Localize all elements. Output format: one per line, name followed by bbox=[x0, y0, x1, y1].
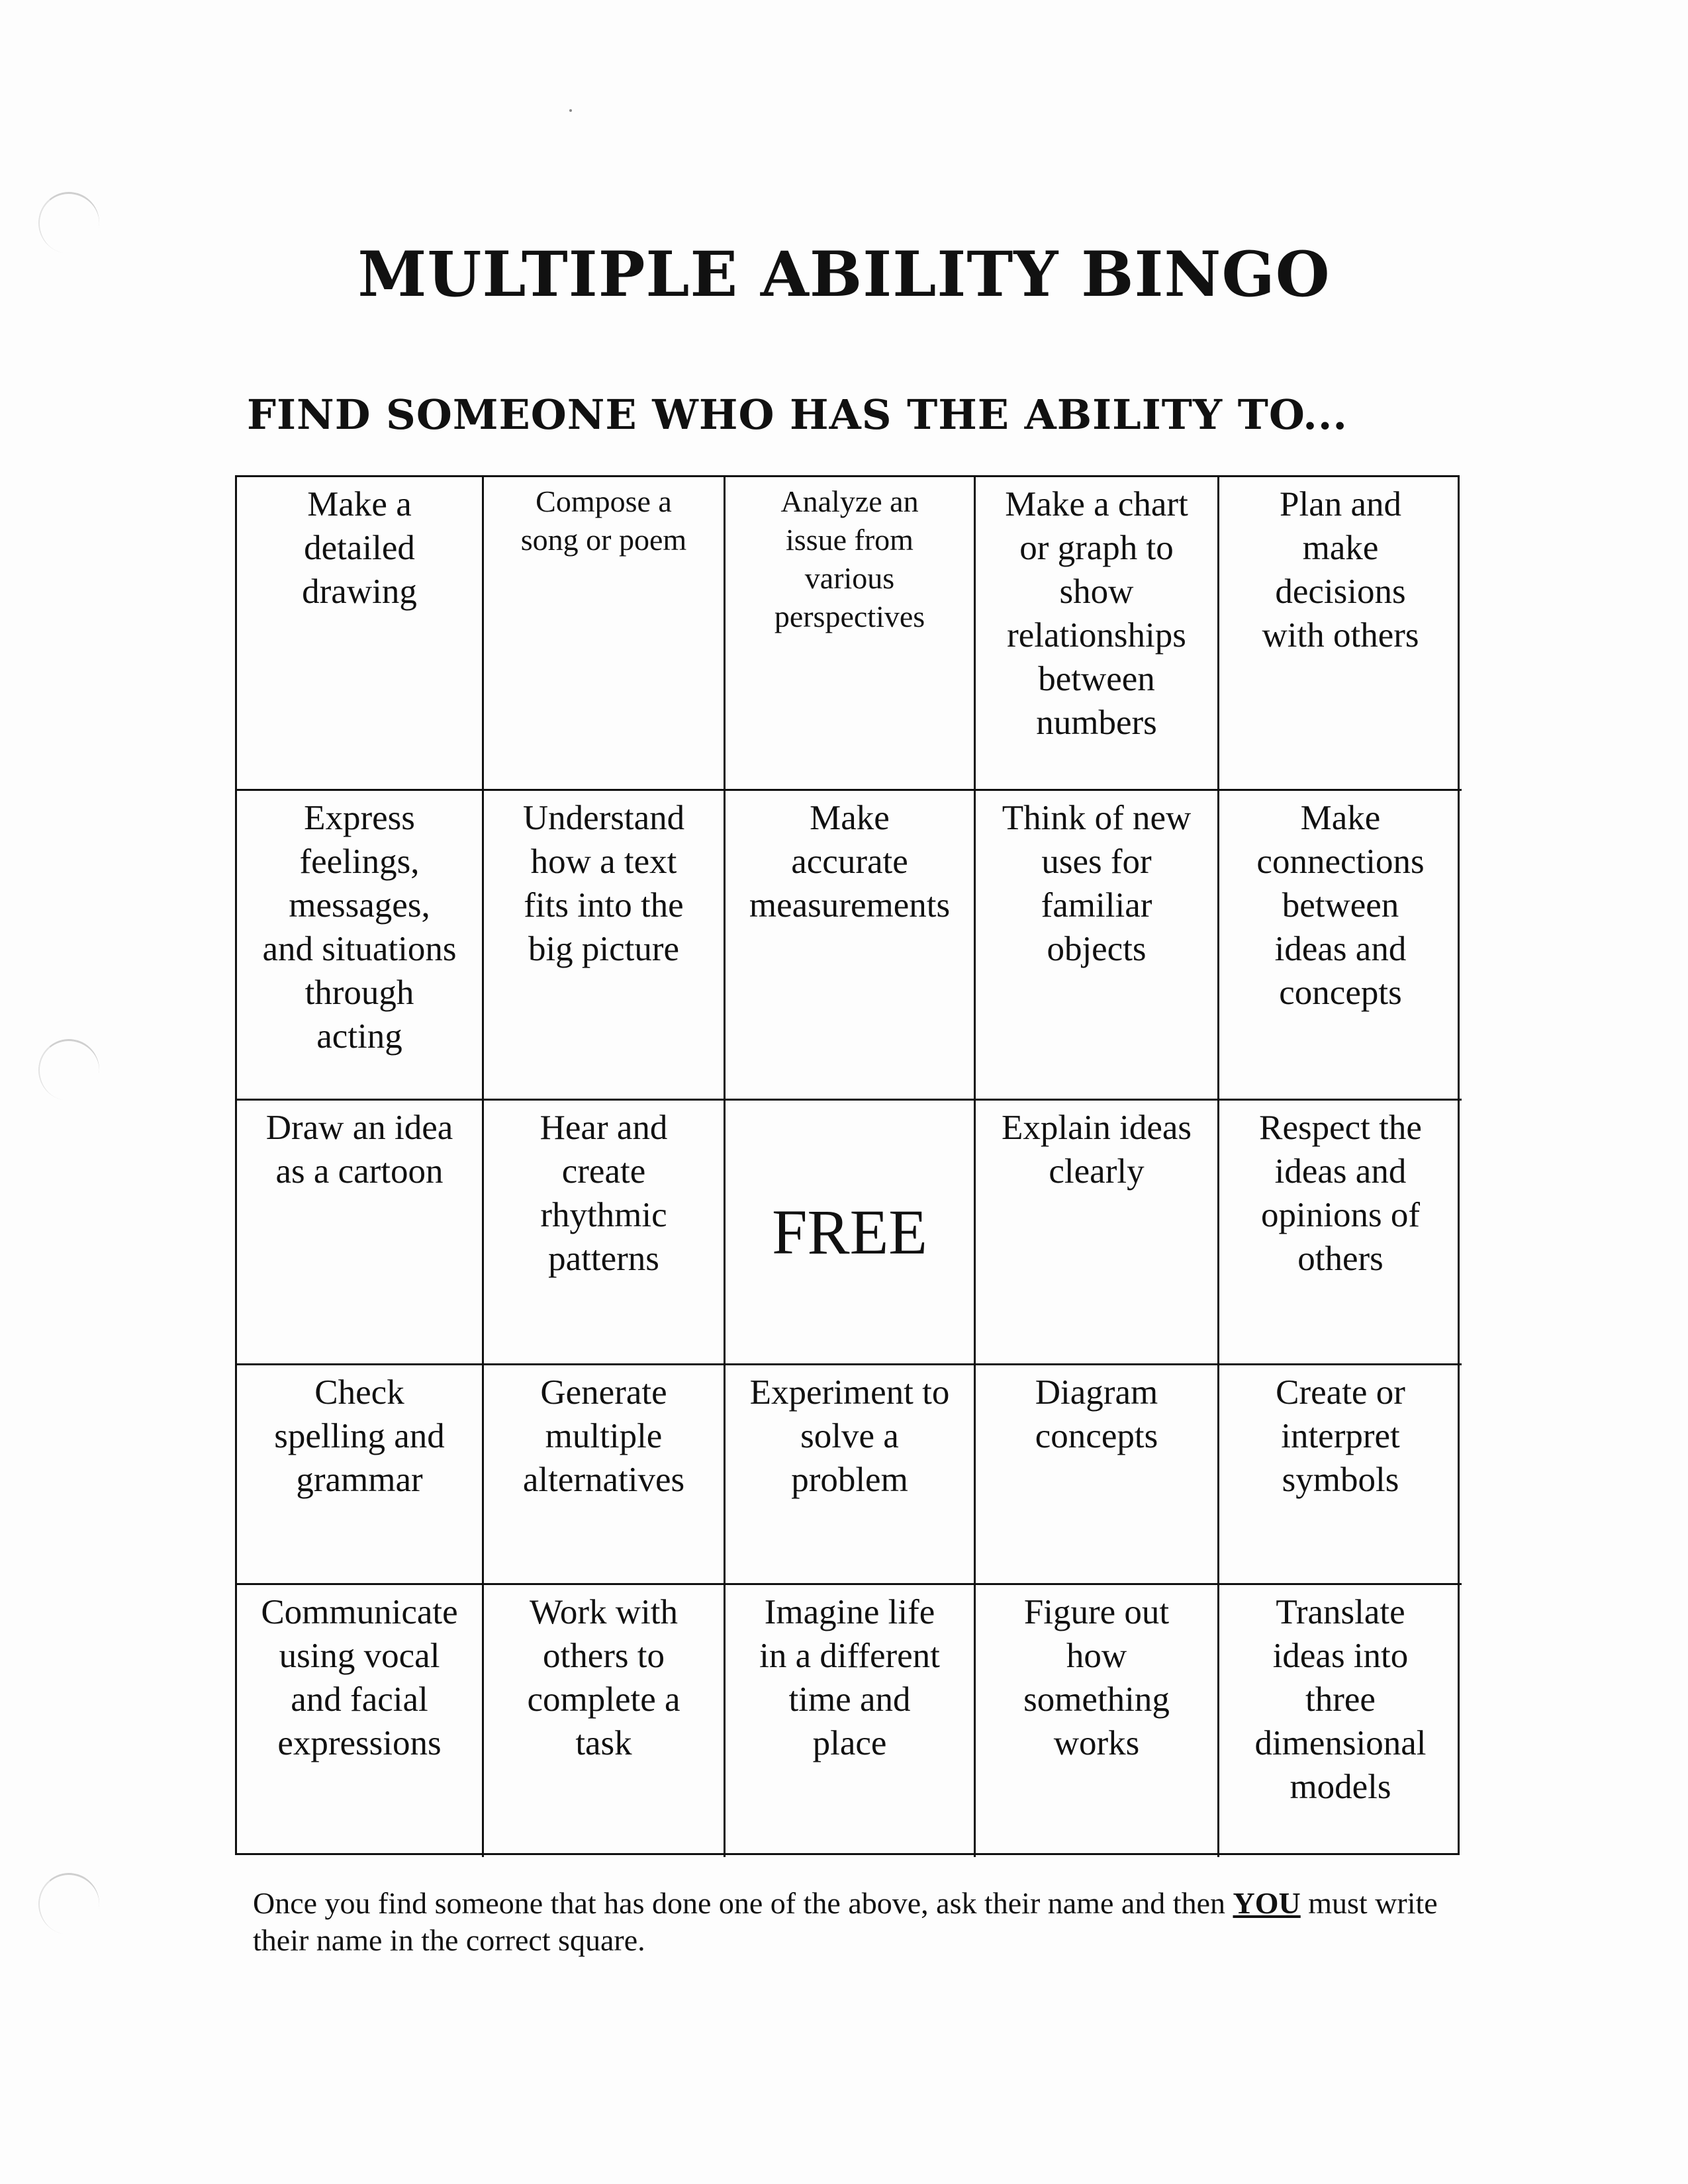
bingo-square[interactable]: Plan and make decisions with others bbox=[1219, 477, 1462, 791]
bingo-square[interactable]: Respect the ideas and opinions of others bbox=[1219, 1101, 1462, 1365]
bingo-square[interactable]: Express feelings, messages, and situations through acting bbox=[237, 791, 484, 1101]
bingo-square[interactable]: Figure out how something works bbox=[976, 1585, 1219, 1857]
bingo-square[interactable]: Make a chart or graph to show relationships between numbers bbox=[976, 477, 1219, 791]
bingo-square[interactable]: Make accurate measurements bbox=[726, 791, 976, 1101]
bingo-square[interactable]: Draw an idea as a cartoon bbox=[237, 1101, 484, 1365]
instructions-emphasis: YOU bbox=[1233, 1886, 1301, 1920]
page-subtitle: FIND SOMEONE WHO HAS THE ABILITY TO... bbox=[247, 390, 1348, 439]
bingo-square[interactable]: Compose a song or poem bbox=[484, 477, 726, 791]
instructions bbox=[253, 1885, 1464, 1959]
bingo-square[interactable]: Check spelling and grammar bbox=[237, 1365, 484, 1585]
bingo-square[interactable]: Experiment to solve a problem bbox=[726, 1365, 976, 1585]
bingo-square[interactable]: Imagine life in a different time and place bbox=[726, 1585, 976, 1857]
bingo-square[interactable]: Diagram concepts bbox=[976, 1365, 1219, 1585]
bingo-square[interactable]: Translate ideas into three dimensional models bbox=[1254, 1593, 1427, 1806]
instructions-text: Once you find someone that has done one of the above, ask their name and then bbox=[253, 1886, 1233, 1920]
scan-speck bbox=[569, 109, 572, 112]
hole-punch-mark bbox=[34, 1034, 105, 1106]
bingo-square[interactable]: Understand how a text fits into the big picture bbox=[484, 791, 726, 1101]
bingo-square[interactable]: Communicate using vocal and facial expressions bbox=[237, 1585, 484, 1857]
bingo-square[interactable]: Hear and create rhythmic patterns bbox=[484, 1101, 726, 1365]
bingo-square[interactable]: Create or interpret symbols bbox=[1219, 1365, 1462, 1585]
bingo-square[interactable]: Work with others to complete a task bbox=[484, 1585, 726, 1857]
bingo-board bbox=[235, 475, 1460, 1855]
instructions-text-end: must write their name in the correct square. bbox=[253, 1886, 1438, 1957]
bingo-square[interactable]: Make a detailed drawing bbox=[237, 477, 484, 791]
bingo-square[interactable]: Explain ideas clearly bbox=[976, 1101, 1219, 1365]
bingo-free-square: FREE bbox=[726, 1101, 976, 1365]
bingo-square[interactable]: Analyze an issue from various perspectives bbox=[726, 477, 976, 791]
bingo-square[interactable]: Think of new uses for familiar objects bbox=[976, 791, 1219, 1101]
page-title: MULTIPLE ABILITY BINGO bbox=[357, 238, 1331, 311]
bingo-square[interactable]: Make connections between ideas and concepts bbox=[1219, 791, 1462, 1101]
hole-punch-mark bbox=[34, 1868, 105, 1940]
bingo-square[interactable]: Generate multiple alternatives bbox=[484, 1365, 726, 1585]
